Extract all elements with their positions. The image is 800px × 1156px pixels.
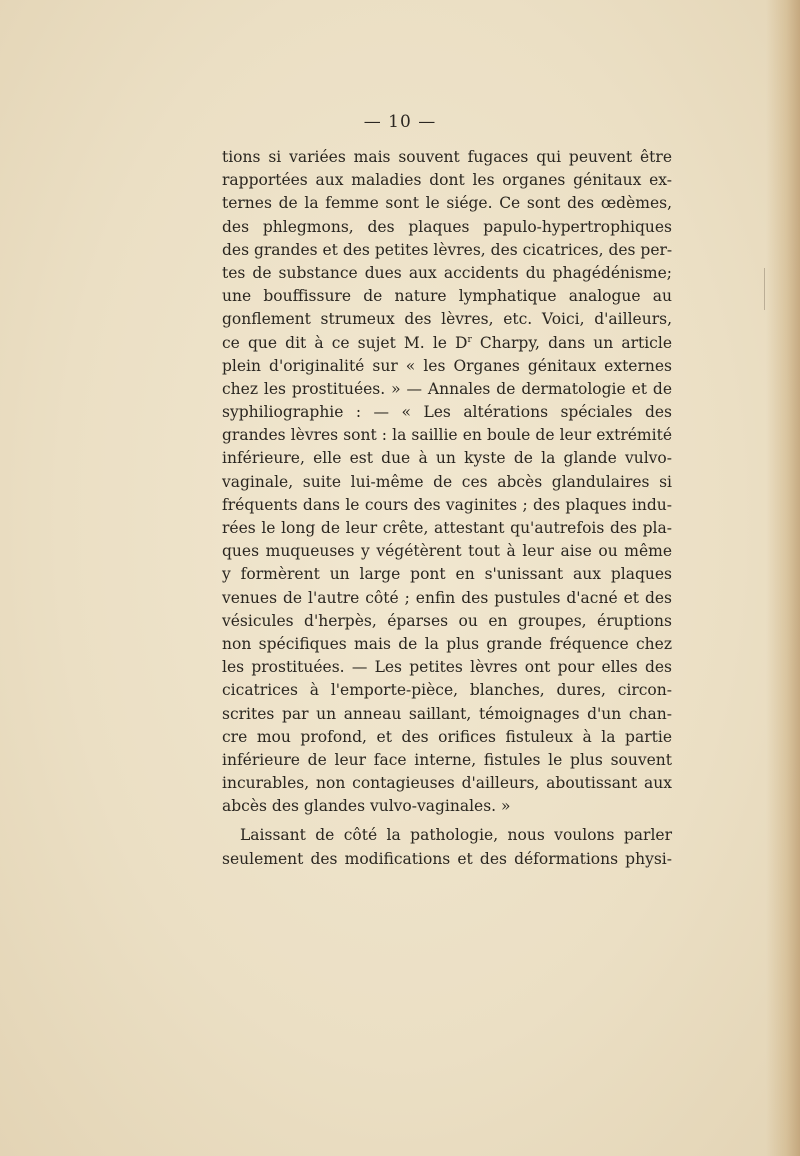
superscript-r: r [467, 334, 472, 345]
text-line: rapportées aux maladies dont les organes génitaux ex- [222, 171, 672, 190]
text-line: inférieure, elle est due à un kyste de la glande vulvo- [222, 449, 672, 468]
text-line: fréquents dans le cours des vaginites ; des plaques indu- [222, 495, 672, 514]
text-line: syphiliographie : — « Les altérations spéciales des [222, 403, 672, 422]
page-number: — 10 — [363, 112, 437, 132]
text-line: abcès des glandes vulvo-vaginales. » [222, 797, 511, 816]
text-line: des phlegmons, des plaques papulo-hypertrophiques [222, 217, 672, 236]
text-line: gonflement strumeux des lèvres, etc. Voici, d'ailleurs, [222, 310, 672, 329]
text-line: cicatrices à l'emporte-pièce, blanches, dures, circon- [222, 681, 672, 700]
text-line: vaginale, suite lui-même de ces abcès glandulaires si [222, 472, 672, 491]
text-line: scrites par un anneau saillant, témoignages d'un chan- [222, 704, 672, 723]
page-edge-shadow [766, 0, 800, 1156]
text-line: seulement des modifications et des déformations physi- [222, 849, 672, 868]
body-text [222, 146, 672, 871]
text-line: venues de l'autre côté ; enfin des pustules d'acné et des [222, 588, 672, 607]
margin-pencil-mark [764, 268, 765, 310]
text-line: tes de substance dues aux accidents du phagédénisme; [222, 263, 672, 282]
text-line: non spécifiques mais de la plus grande fréquence chez [222, 634, 672, 653]
text-line: rées le long de leur crête, attestant qu'autrefois des pla- [222, 519, 672, 537]
text-line: ques muqueuses y végétèrent tout à leur aise ou même [222, 542, 672, 561]
text-line: cre mou profond, et des orifices fistuleux à la partie [222, 727, 672, 746]
text-line: incurables, non contagieuses d'ailleurs, aboutissant aux [222, 774, 672, 793]
text-line: Laissant de côté la pathologie, nous voulons parler [240, 826, 672, 845]
text-line: une bouffissure de nature lymphatique analogue au [222, 287, 672, 306]
text-line-start: ce que dit à ce sujet M. le D [222, 333, 468, 352]
text-line: tions si variées mais souvent fugaces qui peuvent être [222, 148, 672, 166]
text-line: ternes de la femme sont le siége. Ce sont des œdèmes, [222, 194, 672, 213]
text-line: grandes lèvres sont : la saillie en boule de leur extrémité [222, 426, 672, 445]
text-line: des grandes et des petites lèvres, des cicatrices, des per- [222, 240, 673, 259]
text-line: vésicules d'herpès, éparses ou en groupes, éruptions [222, 611, 672, 630]
text-line-with-superscript [222, 332, 672, 355]
text-line: les prostituées. — Les petites lèvres ont pour elles des [222, 658, 672, 677]
text-line: plein d'originalité sur « les Organes génitaux externes [222, 356, 672, 375]
text-line: y formèrent un large pont en s'unissant aux plaques [222, 565, 672, 584]
text-line-end: Charpy, dans un article [471, 333, 672, 352]
text-line: inférieure de leur face interne, fistules le plus souvent [222, 750, 672, 769]
text-line: chez les prostituées. » — Annales de dermatologie et de [222, 379, 672, 398]
